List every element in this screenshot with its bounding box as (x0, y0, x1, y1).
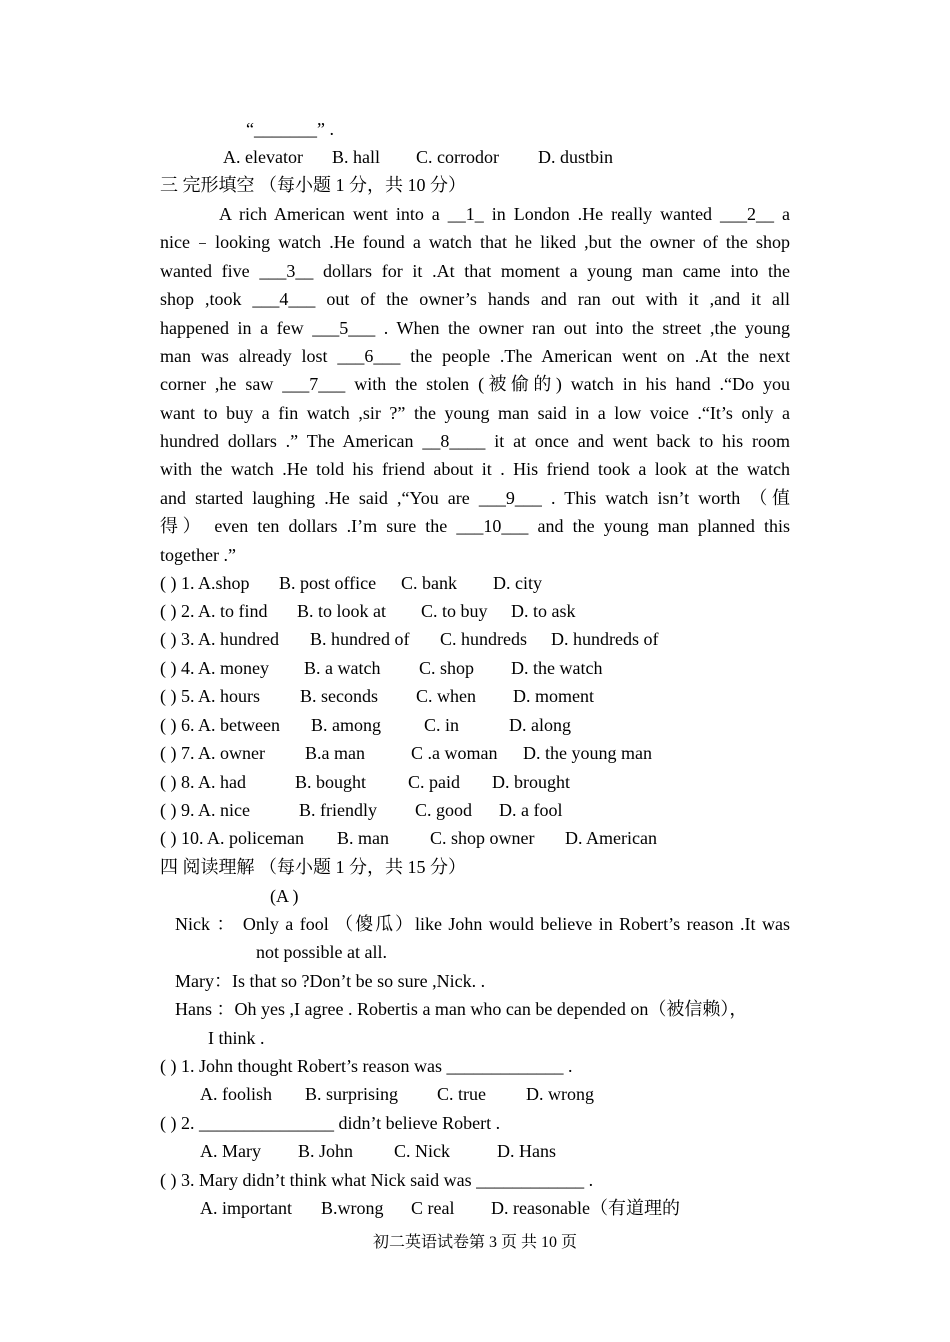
passage-line: man was already lost ___6___ the people .The American went on .At the next (160, 346, 790, 366)
passage-line: A rich American went into a __1_ in London .He really wanted ___2__ a (219, 204, 790, 224)
passage-line: nice﹣looking watch .He found a watch that he liked ,but the owner of the shop (160, 232, 790, 252)
reading-question-stem: ( ) 1. John thought Robert’s reason was _____________ . (160, 1056, 573, 1076)
passage-line: shop ,took ___4___ out of the owner’s hands and ran out with it ,and it all (160, 289, 790, 309)
dialogue-line: not possible at all. (256, 942, 387, 962)
passage-line: corner ,he saw ___7___ with the stolen (被偷的) watch in his hand .“Do you (160, 374, 790, 394)
blank-quote: “_______” . (246, 119, 334, 139)
passage-line: with the watch .He told his friend about it . His friend took a look at the watch (160, 459, 790, 479)
section3-heading: 三 完形填空 （每小题 1 分，共 10 分） (160, 175, 466, 195)
reading-question-stem: ( ) 2. _______________ didn’t believe Robert . (160, 1113, 501, 1133)
passage-line: and started laughing .He said ,“You are ___9___ . This watch isn’t worth （值 (160, 488, 790, 508)
option: B. hall (332, 147, 380, 167)
page-footer: 初二英语试卷第 3 页 共 10 页 (372, 1234, 577, 1251)
dialogue-line: Mary：Is that so ?Don’t be so sure ,Nick. . (175, 971, 486, 991)
option: D. dustbin (538, 147, 614, 167)
reading-question-stem: ( ) 3. Mary didn’t think what Nick said was ____________ . (160, 1170, 594, 1190)
dialogue-line: I think . (208, 1028, 265, 1048)
passage-line: want to buy a fin watch ,sir ?” the young man said in a low voice .“It’s only a (160, 403, 790, 423)
option: C. corrodor (416, 147, 499, 167)
passage-line: happened in a few ___5___ . When the owner ran out into the street ,the young (160, 318, 790, 338)
section4-heading: 四 阅读理解 （每小题 1 分，共 15 分） (160, 857, 466, 877)
passage-line: 得） even ten dollars .I’m sure the ___10___ and the young man planned this (160, 516, 790, 536)
dialogue-line: Hans ：Oh yes ,I agree . Robertis a man who can be depended on（被信赖）， (175, 999, 748, 1019)
passage-line: wanted five ___3__ dollars for it .At that moment a young man came into the (160, 261, 790, 281)
dialogue-line: Nick ： Only a fool （傻瓜）like John would believe in Robert’s reason .It was (175, 914, 790, 934)
option: A. elevator (223, 147, 303, 167)
passage-line: hundred dollars .” The American __8____ it at once and went back to his room (160, 431, 790, 451)
part-label: (A ) (270, 886, 299, 906)
passage-line: together .” (160, 545, 236, 565)
